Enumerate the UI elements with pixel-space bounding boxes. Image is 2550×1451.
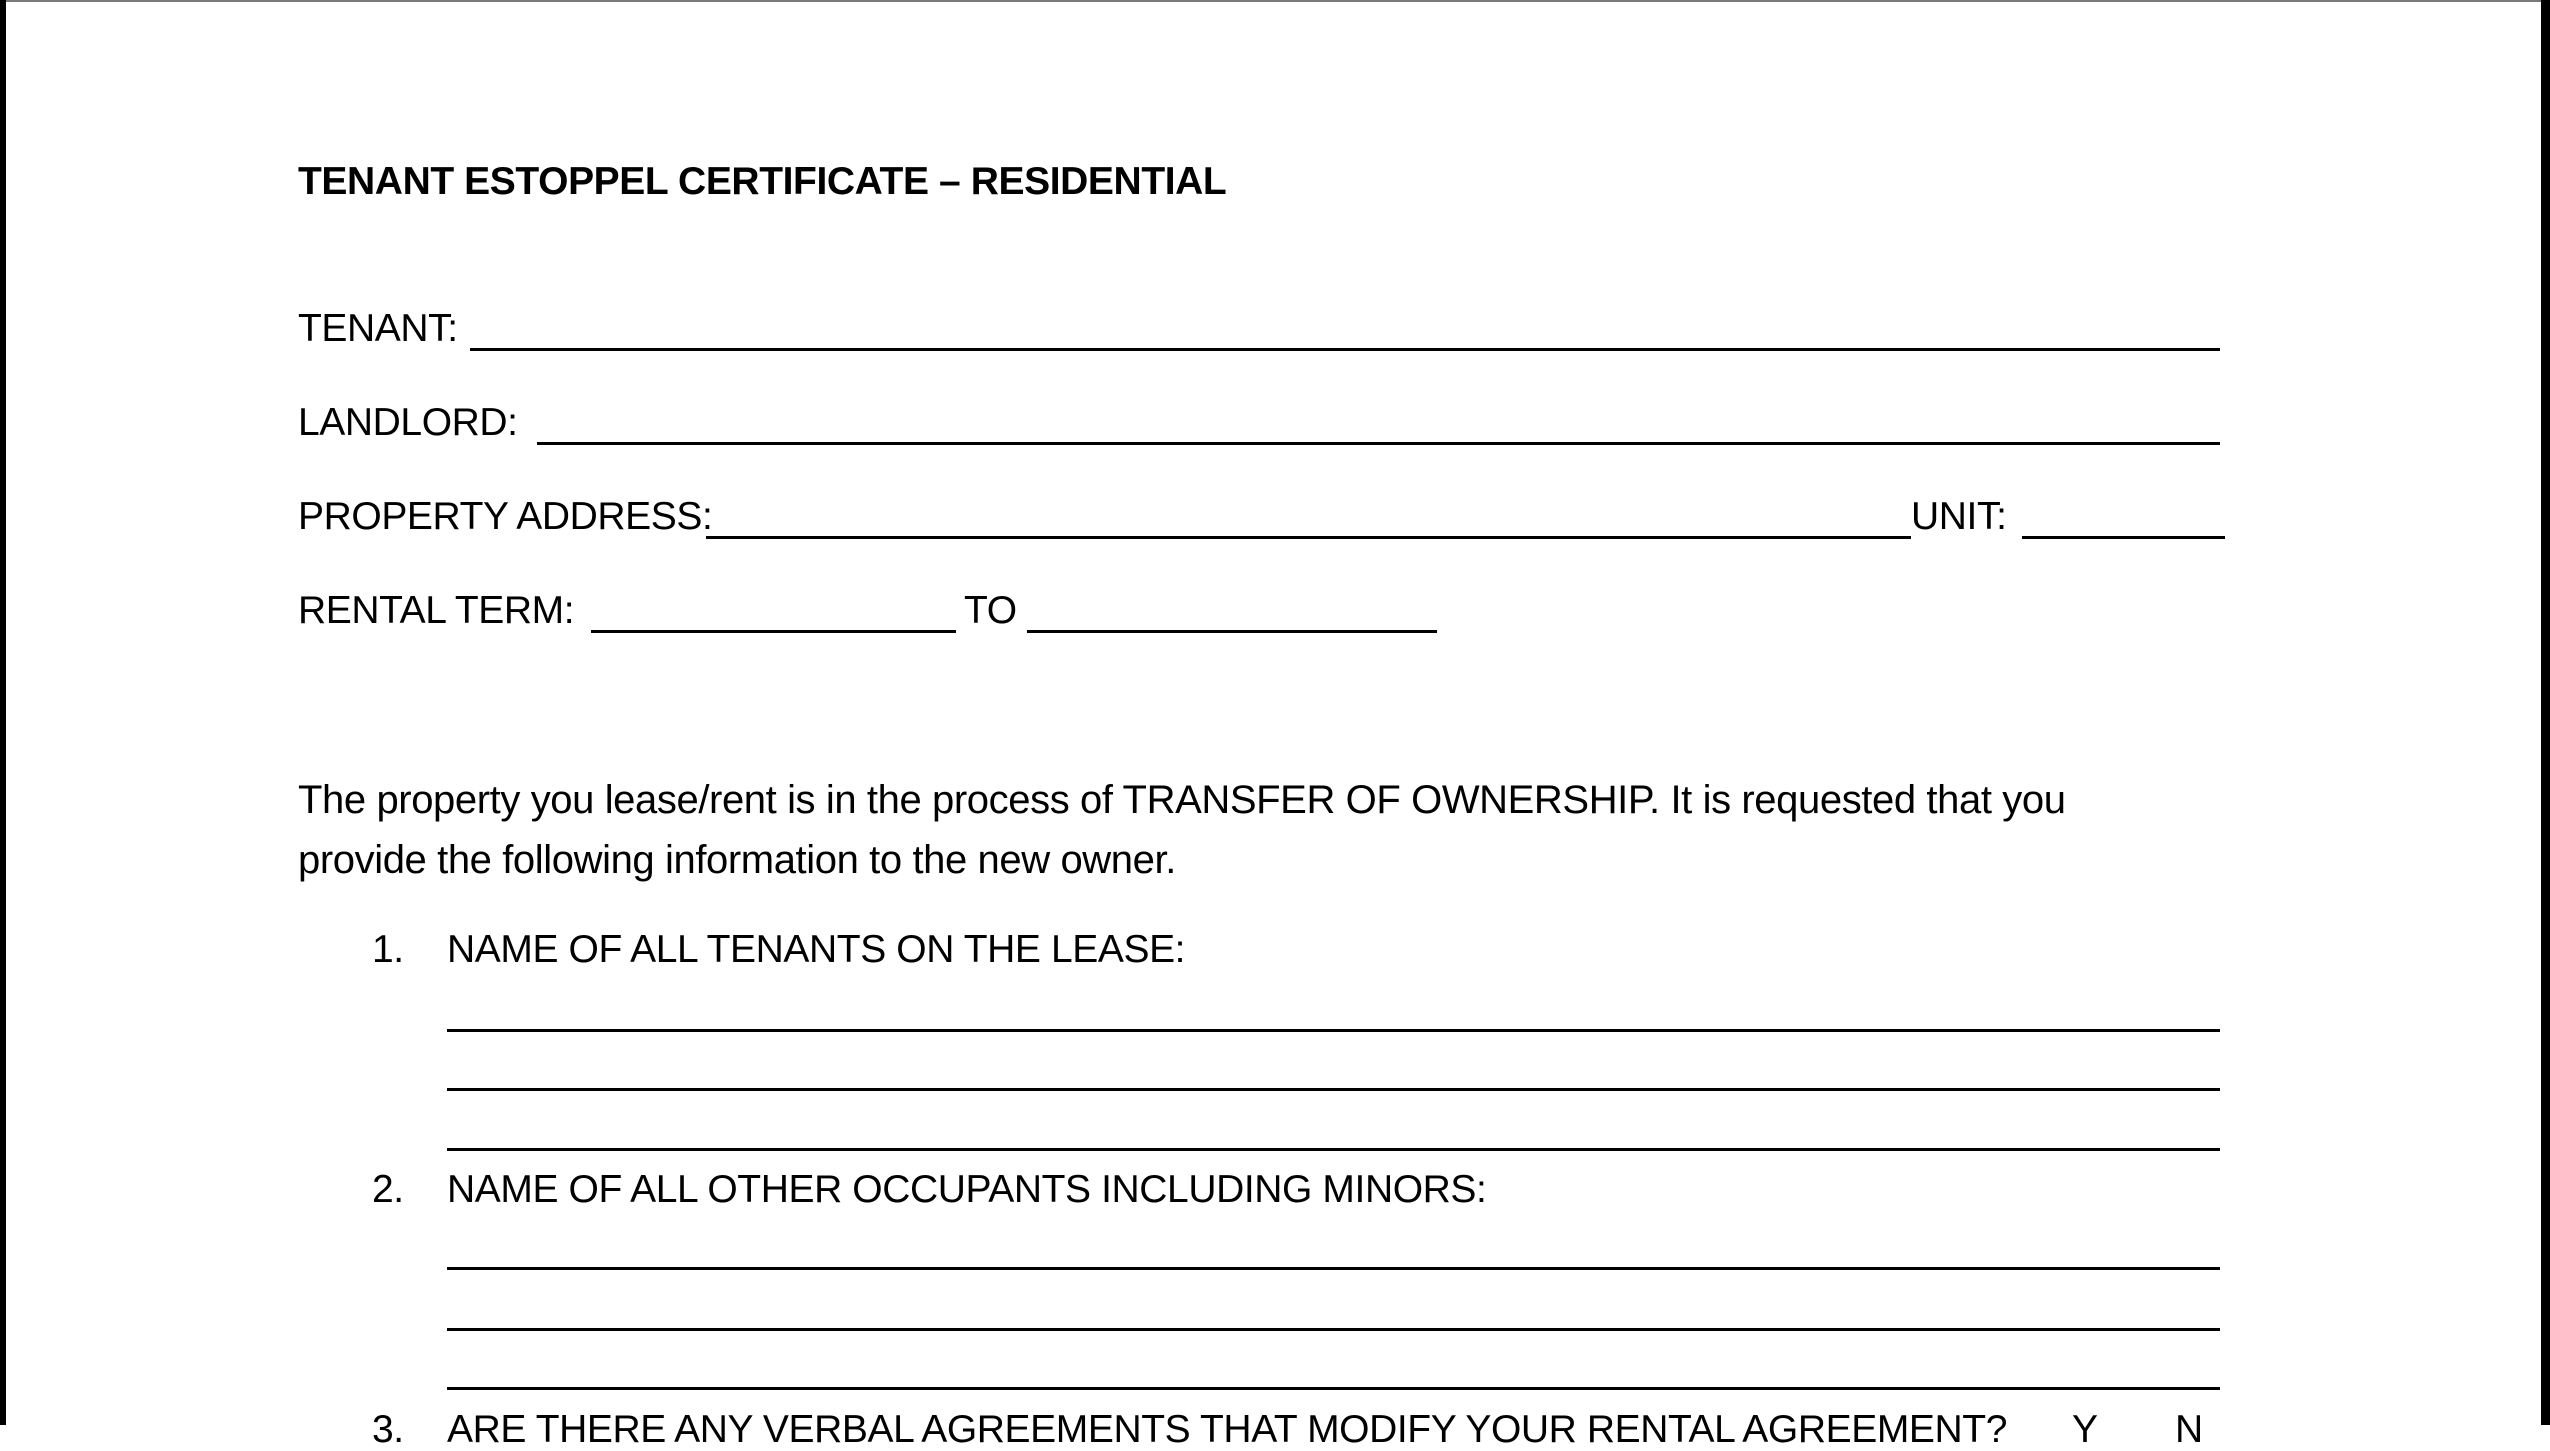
item-2-answer-line-3[interactable]	[447, 1387, 2220, 1390]
item-2-number: 2.	[372, 1168, 404, 1211]
rental-term-label: RENTAL TERM:	[298, 589, 575, 632]
item-3-no-option[interactable]: N	[2175, 1408, 2203, 1451]
item-3-yes-option[interactable]: Y	[2072, 1408, 2098, 1451]
landlord-label: LANDLORD:	[298, 401, 518, 444]
landlord-field[interactable]	[537, 442, 2220, 445]
document-page	[6, 2, 2541, 1425]
tenant-field[interactable]	[470, 348, 2220, 351]
item-3-number: 3.	[372, 1408, 404, 1451]
item-3-label: ARE THERE ANY VERBAL AGREEMENTS THAT MODIFY YOUR RENTAL AGREEMENT?	[447, 1408, 2007, 1451]
rental-term-to-label: TO	[964, 589, 1017, 632]
rental-term-end-field[interactable]	[1027, 630, 1437, 633]
item-1-answer-line-1[interactable]	[447, 1029, 2220, 1032]
intro-line-2: provide the following information to the new owner.	[298, 838, 1176, 882]
property-address-label: PROPERTY ADDRESS:	[298, 495, 713, 538]
unit-label: UNIT:	[1911, 495, 2007, 538]
item-1-number: 1.	[372, 928, 404, 971]
unit-field[interactable]	[2022, 536, 2225, 539]
rental-term-start-field[interactable]	[591, 630, 956, 633]
item-1-answer-line-2[interactable]	[447, 1088, 2220, 1091]
document-title: TENANT ESTOPPEL CERTIFICATE – RESIDENTIAL	[298, 160, 1227, 203]
item-3-partial-row	[0, 1400, 2550, 1451]
tenant-label: TENANT:	[298, 307, 458, 350]
item-1-label: NAME OF ALL TENANTS ON THE LEASE:	[447, 928, 1186, 971]
property-address-field[interactable]	[706, 536, 1911, 539]
intro-paragraph	[298, 770, 2198, 890]
item-2-answer-line-1[interactable]	[447, 1267, 2220, 1270]
item-2-answer-line-2[interactable]	[447, 1328, 2220, 1331]
window-right-border	[2541, 0, 2550, 1425]
item-1-answer-line-3[interactable]	[447, 1148, 2220, 1151]
item-2-label: NAME OF ALL OTHER OCCUPANTS INCLUDING MINORS:	[447, 1168, 1487, 1211]
intro-line-1: The property you lease/rent is in the process of TRANSFER OF OWNERSHIP. It is requested that you	[298, 778, 2066, 822]
